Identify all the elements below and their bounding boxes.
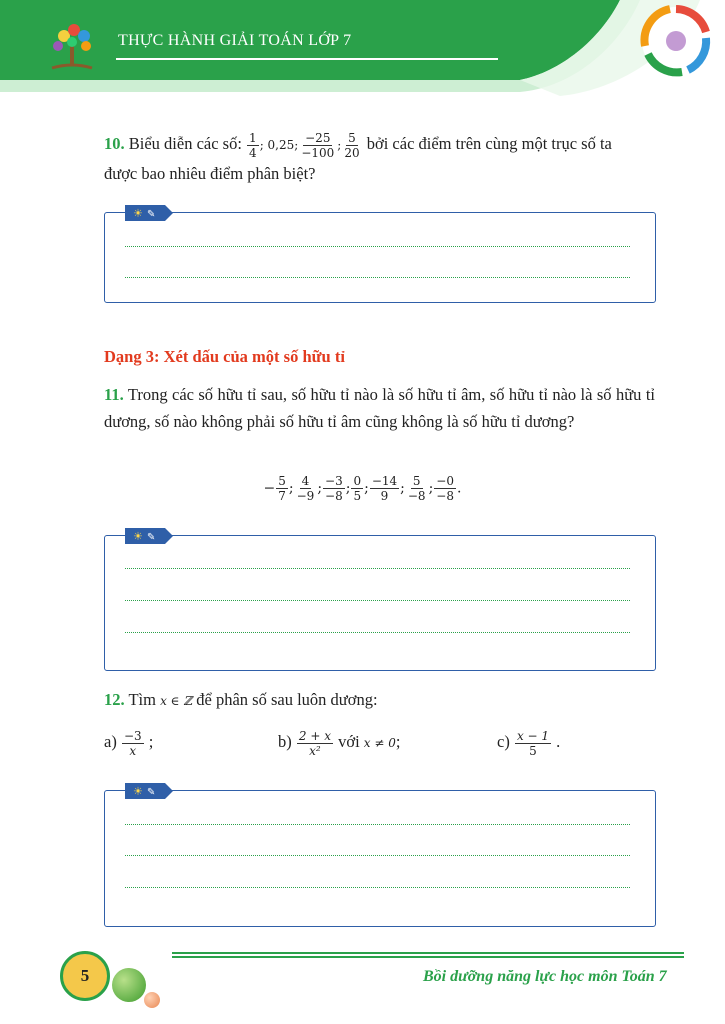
fraction: $\frac{5}{-8}$	[407, 474, 426, 503]
fraction: $\frac{4}{-9}$	[296, 474, 315, 503]
question-12	[104, 686, 378, 715]
question-10	[104, 130, 655, 187]
part-label: b)	[278, 732, 292, 751]
svg-text:✎: ✎	[147, 209, 156, 220]
svg-text:✎: ✎	[147, 532, 156, 543]
fraction: $\frac{0}{5}$	[353, 474, 362, 503]
separator: ;	[317, 480, 323, 497]
svg-text:✎: ✎	[147, 787, 156, 798]
footer-rule	[172, 952, 684, 954]
fraction: $\frac{-3}{-8}$	[325, 474, 343, 503]
answer-line	[125, 855, 630, 856]
answer-tag-icon	[125, 205, 173, 221]
page-header	[0, 0, 725, 110]
header-banner	[0, 0, 725, 110]
answer-line	[125, 277, 630, 278]
number-list	[246, 130, 363, 160]
separator: ;	[428, 480, 434, 497]
decoration-ball	[144, 992, 160, 1008]
answer-box-10[interactable]	[104, 207, 656, 303]
svg-text:☀: ☀	[133, 785, 143, 798]
math-expression: x ∈ ℤ	[160, 694, 193, 708]
question-number: 10.	[104, 134, 125, 153]
question-11	[104, 381, 655, 435]
fraction: $\frac{5}{7}$	[278, 474, 286, 503]
question-text: Trong các số hữu tỉ sau, số hữu tỉ nào là số hữu tỉ âm, số hữu tỉ nào là số hữu tỉ dương, số nào không phải số hữu tỉ âm cũng không là số hữu tỉ dương?	[104, 385, 655, 431]
answer-line	[125, 568, 630, 569]
answer-line	[125, 824, 630, 825]
fraction: $\frac{-14}{9}$	[371, 474, 398, 503]
part-b: b) $\frac{2 + x}{\text{x²}}$ với x ≠ 0;	[278, 728, 401, 758]
fraction: $\frac{x - 1}{5}$	[516, 728, 550, 758]
part-label: a)	[104, 732, 117, 751]
svg-text:☀: ☀	[133, 530, 143, 543]
publisher-logo-icon	[638, 4, 714, 78]
question-number: 12.	[104, 690, 125, 709]
tree-logo-icon	[44, 18, 100, 72]
answer-box-11[interactable]	[104, 530, 656, 671]
math-separator: ; 0,25;	[259, 138, 299, 152]
page-header-title: THỰC HÀNH GIẢI TOÁN LỚP 7	[118, 32, 352, 49]
decoration-ball	[112, 968, 146, 1002]
answer-tag-icon	[125, 783, 173, 799]
fraction: $\frac{1}{4}$	[249, 130, 257, 160]
footer-rule	[172, 956, 684, 958]
answer-line	[125, 600, 630, 601]
fraction: $\frac{-25}{-100}$	[301, 130, 335, 160]
question-number: 11.	[104, 385, 124, 404]
fraction: $\frac{-3}{x}$	[123, 728, 142, 758]
fraction: $\frac{-0}{-8}$	[436, 474, 454, 503]
fraction: $\frac{2 + x}{\text{x²}}$	[298, 728, 331, 758]
answer-tag-icon	[125, 528, 173, 544]
separator: ;	[364, 480, 369, 497]
answer-line	[125, 887, 630, 888]
part-label: c)	[497, 732, 510, 751]
part-c: c) $\frac{x - 1}{5}$ .	[497, 728, 561, 758]
separator: ;	[345, 480, 351, 497]
question-text: Biểu diễn các số:	[128, 134, 242, 153]
question-text: Tìm	[128, 690, 156, 709]
question-text: bởi các điểm trên cùng một trục số ta	[366, 134, 612, 153]
answer-box-12[interactable]	[104, 785, 656, 927]
answer-line	[125, 632, 630, 633]
fraction: $\frac{5}{20}$	[344, 130, 360, 160]
svg-text:☀: ☀	[133, 207, 143, 220]
separator: ;	[288, 480, 294, 497]
part-a: a) $\frac{-3}{x}$ ;	[104, 728, 154, 758]
math-separator: ;	[337, 138, 342, 152]
book-title: Bồi dưỡng năng lực học môn Toán 7	[423, 968, 667, 985]
separator: .	[457, 480, 462, 497]
fraction-list	[0, 474, 725, 503]
question-text: được bao nhiêu điểm phân biệt?	[104, 163, 316, 183]
page-number: 5	[60, 951, 110, 1001]
minus-sign: −	[263, 480, 276, 497]
question-text: để phân số sau luôn dương:	[196, 690, 378, 709]
separator: ;	[400, 480, 405, 497]
answer-line	[125, 246, 630, 247]
section-heading: Dạng 3: Xét dấu của một số hữu tỉ	[104, 347, 345, 366]
